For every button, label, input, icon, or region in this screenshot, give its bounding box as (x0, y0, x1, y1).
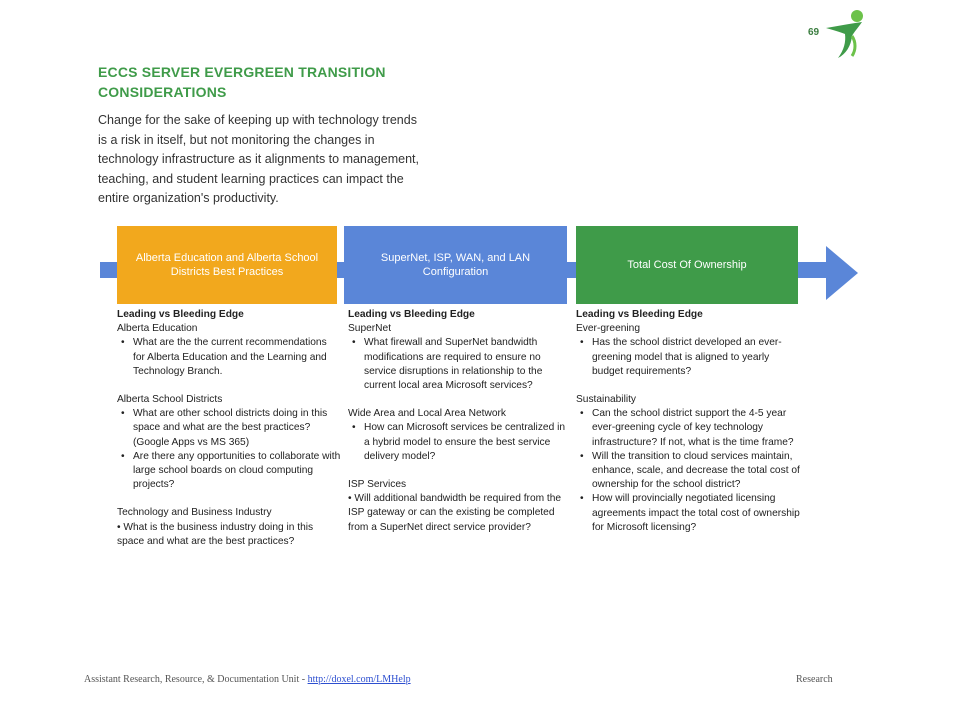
title-line: CONSIDERATIONS (98, 84, 227, 100)
footer-text: Assistant Research, Resource, & Documentation Unit - (84, 674, 306, 685)
intro-line: Change for the sake of keeping up with technology trends (98, 113, 417, 127)
process-box-label: Total Cost Of Ownership (627, 259, 747, 271)
intro-line: is a risk in itself, but not monitoring the changes in (98, 132, 375, 147)
section-text: • What is the business industry doing in this space and what are the best practices? (117, 521, 314, 547)
column-section (117, 393, 341, 492)
process-box-network-configuration (344, 226, 567, 304)
bullet-item: • How can Microsoft services be centralized in a hybrid model to ensure the best service delivery model? (348, 421, 570, 464)
page-title (98, 62, 458, 102)
bullet-item: • What are other school districts doing in this space and what are the best practices? (Google Apps vs MS 365) (117, 407, 341, 450)
bullet-item: • Are there any opportunities to collaborate with large school boards on cloud computing projects? (117, 450, 341, 493)
intro-line: teaching, and student learning practices can impact the (98, 171, 404, 186)
footer-link[interactable]: http://doxel.com/LMHelp (307, 674, 411, 685)
column-heading: Leading vs Bleeding Edge (117, 309, 244, 320)
column-total-cost (576, 308, 801, 549)
process-box-label: Alberta Education and Alberta School Districts Best Practices (135, 252, 319, 278)
process-box-best-practices (117, 226, 337, 304)
footer-section-label: Research (796, 674, 833, 685)
footer-credit (84, 674, 411, 685)
process-box-total-cost (576, 226, 798, 304)
column-section (117, 308, 341, 379)
page-number: 69 (808, 27, 820, 38)
intro-line: technology infrastructure as it alignments to management, (98, 152, 420, 166)
bullet-item: • How will provincially negotiated licensing agreements impact the total cost of ownership for Microsoft licensing? (576, 492, 801, 535)
bullet-item: • Has the school district developed an ever-greening model that is aligned to yearly budget requirements? (576, 336, 801, 379)
process-box-label: SuperNet, ISP, WAN, and LAN Configuration (380, 252, 531, 278)
column-section (576, 308, 801, 379)
bullet-list (117, 407, 341, 492)
column-heading: Leading vs Bleeding Edge (576, 309, 703, 320)
section-title: SuperNet (348, 323, 392, 335)
bullet-item: • Will the transition to cloud services maintain, enhance, scale, and decrease the total cost of ownership for the school district? (576, 450, 801, 493)
column-best-practices (117, 308, 341, 563)
column-section (348, 407, 570, 464)
column-section (348, 478, 570, 535)
section-title: Alberta Education (117, 323, 198, 335)
bullet-item: • What are the the current recommendations for Alberta Education and the Learning and Technology Branch. (117, 336, 341, 379)
column-network-configuration (348, 308, 570, 549)
column-section (576, 393, 801, 535)
section-title: Sustainability (576, 394, 637, 406)
title-line: ECCS SERVER EVERGREEN TRANSITION (98, 64, 386, 80)
bullet-list (576, 336, 801, 379)
bullet-list (348, 336, 570, 393)
section-title: Ever-greening (576, 323, 640, 335)
column-section (348, 308, 570, 393)
bullet-list (348, 421, 570, 464)
column-heading: Leading vs Bleeding Edge (348, 309, 475, 320)
intro-line: entire organization's productivity. (98, 191, 279, 205)
section-title: Technology and Business Industry (117, 507, 272, 519)
section-title: Wide Area and Local Area Network (348, 408, 506, 420)
bullet-list (576, 407, 801, 535)
section-title: ISP Services (348, 479, 407, 491)
bullet-list (117, 336, 341, 379)
section-title: Alberta School Districts (117, 394, 223, 406)
section-text: • Will additional bandwidth be required from the ISP gateway or can the existing be completed from a SuperNet direct service provider? (348, 493, 562, 533)
process-arrow-head-icon (826, 246, 858, 300)
column-section (117, 506, 341, 549)
person-logo-icon (818, 6, 874, 62)
intro-paragraph (98, 111, 470, 209)
bullet-item: • What firewall and SuperNet bandwidth modifications are required to ensure no service disruptions in relationship to the current local area Microsoft services? (348, 336, 570, 393)
bullet-item: • Can the school district support the 4-5 year ever-greening cycle of key technology infrastructure? If not, what is the time frame? (576, 407, 801, 450)
